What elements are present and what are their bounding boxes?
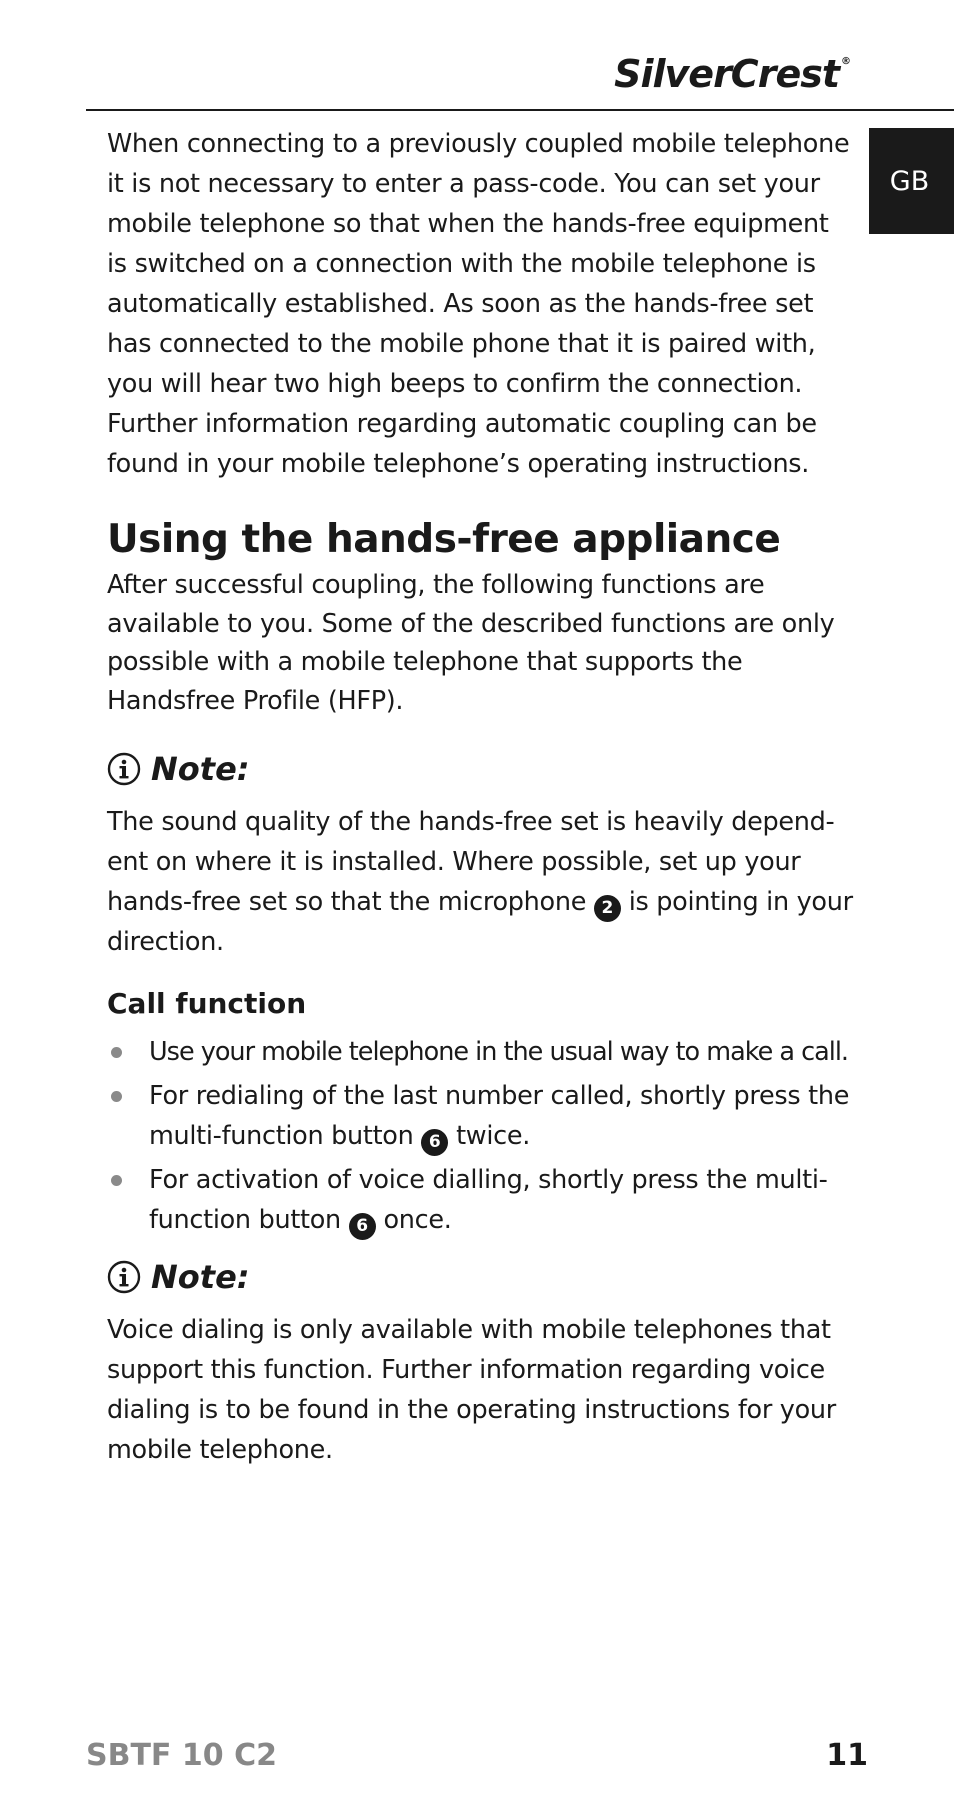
- bullet-icon: [111, 1091, 122, 1102]
- list-item: [107, 1032, 855, 1072]
- note-text-before: The sound quality of the hands-free set is heavily depend-ent on where it is installed. Where possible, set up your hands-free set so that the microphone: [107, 807, 835, 917]
- list-item-text-after: once.: [375, 1205, 452, 1235]
- intro-paragraph: When connecting to a previously coupled mobile telephone it is not necessary to enter a pass-code. You can set your mobile telephone so that when the hands-free equipment is switched on a connection with the mobile telephone is automatically established. As soon as the hands-free set has connected to the mobile phone that it is paired with, you will hear two high beeps to confirm the connection. Further information regarding automatic coupling can be found in your mobile telephone’s operating instructions.: [107, 129, 850, 479]
- list-item-text: For activation of voice dialling, shortly press the multi-function button: [149, 1165, 828, 1235]
- info-icon: [107, 752, 141, 786]
- call-function-list: [107, 1032, 855, 1240]
- section-paragraph: After successful coupling, the following functions are available to you. Some of the described functions are only possible with a mobile telephone that supports the Handsfree Profile (HFP).: [107, 570, 835, 716]
- page-number: 11: [826, 1738, 868, 1773]
- note-heading: [107, 1254, 855, 1300]
- list-item: [107, 1160, 855, 1240]
- section-heading: Using the hands-free appliance: [107, 517, 781, 562]
- reference-number: 6: [421, 1129, 448, 1156]
- brand-name: SilverCrest: [614, 52, 839, 96]
- reference-number: 2: [594, 895, 621, 922]
- reference-number: 6: [349, 1213, 376, 1240]
- list-item: [107, 1076, 855, 1156]
- bullet-icon: [111, 1047, 122, 1058]
- info-icon: [107, 1260, 141, 1294]
- note-paragraph: Voice dialing is only available with mobile telephones that support this function. Further information regarding voice dialing is to be found in the operating instructions for your mobile telephone.: [107, 1315, 836, 1465]
- list-item-text: For redialing of the last number called, shortly press the multi-function button: [149, 1081, 850, 1151]
- page-content: [107, 124, 855, 1470]
- call-function-heading: Call function: [107, 987, 307, 1020]
- bullet-icon: [111, 1175, 122, 1186]
- list-item-text: Use your mobile telephone in the usual way to make a call.: [149, 1037, 849, 1067]
- header-rule: [86, 109, 954, 111]
- note-label: Note:: [151, 1258, 250, 1296]
- note-text-after: is pointing in your direction.: [107, 887, 853, 957]
- list-item-text-after: twice.: [448, 1121, 531, 1151]
- note-heading: [107, 746, 855, 792]
- registered-mark: ®: [841, 56, 850, 67]
- note-label: Note:: [151, 750, 250, 788]
- footer-model: SBTF 10 C2: [86, 1738, 277, 1773]
- language-tab: [869, 128, 954, 234]
- note-paragraph: [107, 802, 855, 962]
- language-tab-label: GB: [889, 165, 930, 197]
- brand-logo: [614, 52, 850, 96]
